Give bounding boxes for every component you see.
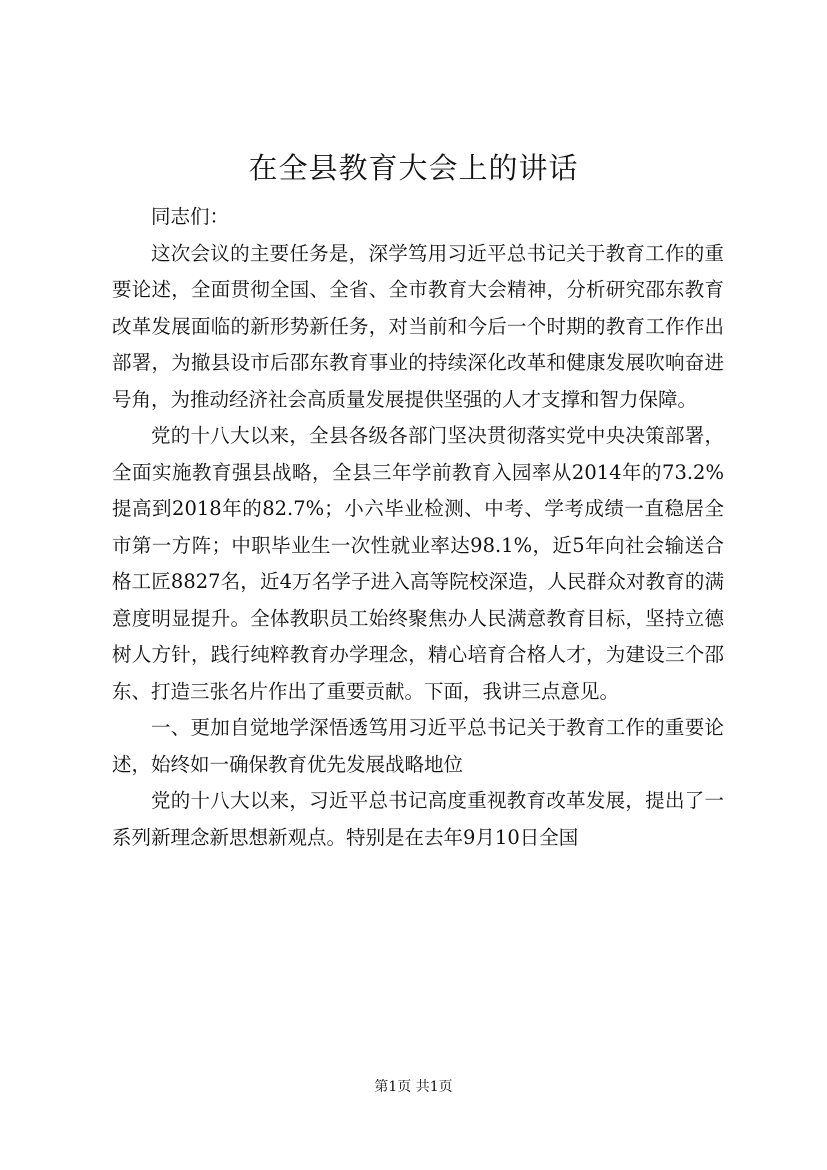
body-paragraph: 这次会议的主要任务是，深学笃用习近平总书记关于教育工作的重要论述，全面贯彻全国、全省、全市教育大会精神，分析研究邵东教育改革发展面临的新形势新任务，对当前和今后一个时期的教育工作作出部署，为撤县设市后邵东教育事业的持续深化改革和健康发展吹响奋进号角，为推动经济社会高质量发展提供坚强的人才支撑和智力保障。 (112, 241, 724, 411)
body-paragraph: 党的十八大以来，习近平总书记高度重视教育改革发展，提出了一系列新理念新思想新观点。特别是在去年9月10日全国 (112, 789, 724, 849)
document-title: 在全县教育大会上的讲话 (248, 151, 579, 185)
salutation-paragraph: 同志们： (151, 205, 230, 228)
page-footer: 第1页 共1页 (374, 1079, 453, 1095)
section-heading: 一、更加自觉地学深悟透笃用习近平总书记关于教育工作的重要论述，始终如一确保教育优先发展战略地位 (112, 716, 724, 776)
document-body (112, 199, 724, 856)
body-paragraph: 党的十八大以来，全县各级各部门坚决贯彻落实党中央决策部署，全面实施教育强县战略，全县三年学前教育入园率从2014年的73.2%提高到2018年的82.7%；小六毕业检测、中考、学考成绩一直稳居全市第一方阵；中职毕业生一次性就业率达98.1%，近5年向社会输送合格工匠8827名，近4万名学子进入高等院校深造，人民群众对教育的满意度明显提升。全体教职员工始终聚焦办人民满意教育目标，坚持立德树人方针，践行纯粹教育办学理念，精心培育合格人才，为建设三个邵东、打造三张名片作出了重要贡献。下面，我讲三点意见。 (112, 424, 724, 703)
